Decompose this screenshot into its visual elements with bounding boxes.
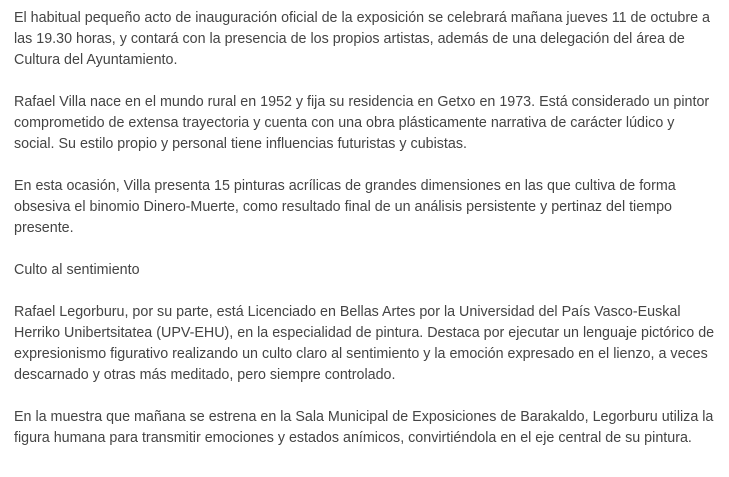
paragraph-villa-works: En esta ocasión, Villa presenta 15 pinturas acrílicas de grandes dimensiones en las que cultiva de forma obsesiva el binomio Dinero-Muerte, como resultado final de un análisis persistente y pertinaz del tiempo presente. — [14, 178, 676, 236]
paragraph-villa-bio: Rafael Villa nace en el mundo rural en 1952 y fija su residencia en Getxo en 1973. Está considerado un pintor comprometido de extensa trayectoria y cuenta con una obra plásticamente narrativa de carácter lúdico y social. Su estilo propio y personal tiene influencias futuristas y cubistas. — [14, 94, 710, 152]
section-heading: Culto al sentimiento — [14, 262, 140, 278]
paragraph-legorburu-bio: Rafael Legorburu, por su parte, está Licenciado en Bellas Artes por la Universidad del País Vasco-Euskal Herriko Unibertsitatea (UPV-EHU), en la especialidad de pintura. Destaca por ejecutar un lenguaje pictórico de expresionismo figurativo realizando un culto claro al sentimiento y la emoción expresado en el lienzo, a veces descarnado y otras más meditado, pero siempre controlado. — [14, 304, 715, 383]
paragraph-legorburu-works: En la muestra que mañana se estrena en la Sala Municipal de Exposiciones de Barakaldo, Legorburu utiliza la figura humana para transmitir emociones y estados anímicos, convirtiéndola en el eje central de su pintura. — [14, 409, 714, 446]
paragraph-inauguration: El habitual pequeño acto de inauguración oficial de la exposición se celebrará mañana jueves 11 de octubre a las 19.30 horas, y contará con la presencia de los propios artistas, además de una delegación del área de Cultura del Ayuntamiento. — [14, 10, 710, 68]
